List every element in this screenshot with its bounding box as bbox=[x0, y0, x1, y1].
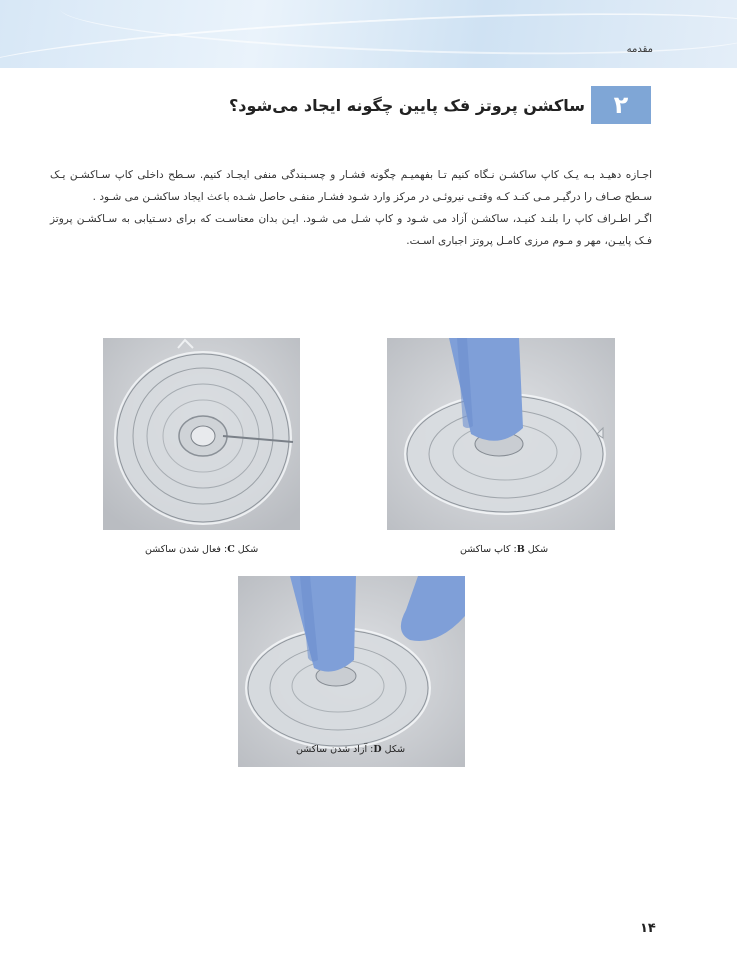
figure-b-photo bbox=[387, 338, 615, 530]
paragraph-2: اگـر اطـراف کاپ را بلنـد کنیـد، ساکشـن آزاد می شـود و کاپ شـل می شـود. ایـن بدان معناسـت که برای دسـتیابی به سـاکشـن پروتز فـک پاییـن، مهر و مـوم مرزی کامـل پروتز اجباری اسـت. bbox=[50, 213, 652, 247]
paragraph-1: اجـازه دهیـد بـه یـک کاپ ساکشـن نـگاه کنیم تـا بفهمیـم چگونه فشـار و چسـبندگی منفی ایجـاد کنیم. سـطح داخلی کاپ سـاکشـن یـک سـطح صـاف را درگیـر مـی کنـد کـه وقتـی نیروئـی در مرکز وارد شـود فشـار منفـی حاصل شـده باعث ایجاد ساکشـن می شـود . bbox=[50, 169, 652, 203]
chapter-number: ۲ bbox=[591, 86, 651, 124]
section-label: مقدمه bbox=[626, 44, 653, 55]
page-number: ۱۴ bbox=[640, 921, 656, 936]
chapter-heading bbox=[229, 86, 651, 124]
header-banner bbox=[0, 0, 737, 68]
figure-d-caption: شکل D: آزاد شدن ساکشن bbox=[296, 744, 406, 755]
figure-c-caption: شکل C: فعال شدن ساکشن bbox=[145, 544, 259, 555]
body-text bbox=[50, 164, 652, 252]
figure-d-photo bbox=[238, 576, 465, 767]
figure-c-photo bbox=[103, 338, 300, 530]
chapter-title: ساکشن پروتز فک پایین چگونه ایجاد می‌شود؟ bbox=[229, 95, 585, 115]
figure-b-caption: شکل B: کاپ ساکشن bbox=[460, 544, 549, 555]
